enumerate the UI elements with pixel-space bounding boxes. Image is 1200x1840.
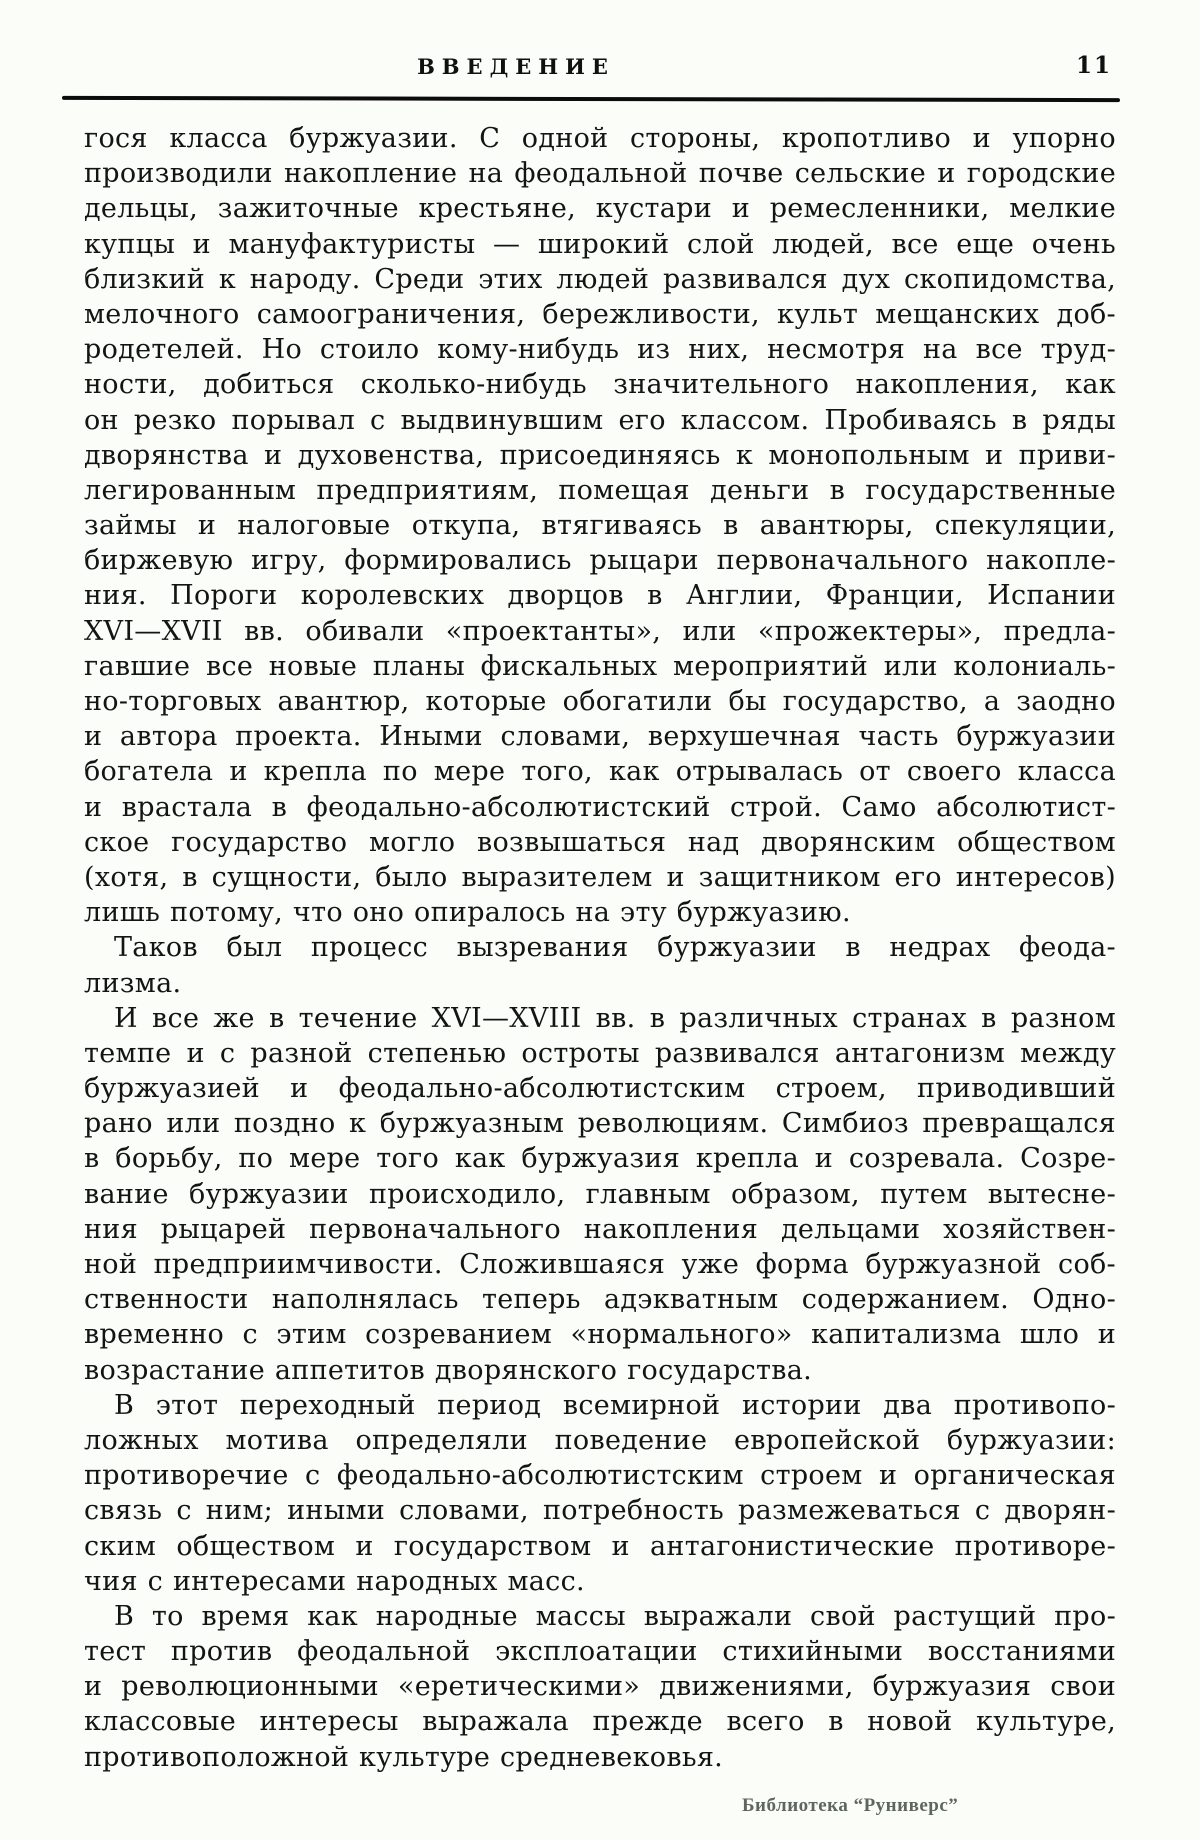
text-line: связь с ним; иными словами, потребность размежеваться с дворян-: [84, 1495, 1116, 1527]
text-line: биржевую игру, формировались рыцари первоначального накопле-: [84, 545, 1116, 577]
text-line: в борьбу, по мере того как буржуазия крепла и созревала. Созре-: [84, 1143, 1116, 1175]
library-watermark: Библиотека “Руниверс”: [742, 1795, 959, 1816]
running-title: ВВЕДЕНИЕ: [417, 54, 615, 79]
text-line: ское государство могло возвышаться над дворянским обществом: [84, 826, 1116, 858]
text-line: ским обществом и государством и антагонистические противоре-: [84, 1530, 1116, 1562]
header-rule: [62, 96, 1120, 102]
text-line: В то время как народные массы выражали свой растущий про-: [114, 1600, 1116, 1632]
text-line: классовые интересы выражала прежде всего в новой культуре,: [84, 1706, 1116, 1738]
text-line: лишь потому, что оно опиралось на эту буржуазию.: [84, 897, 851, 929]
text-line: но-торговых авантюр, которые обогатили бы государство, а заодно: [84, 686, 1116, 717]
text-line: и революционными «еретическими» движениями, буржуазия свои: [84, 1671, 1116, 1703]
text-line: ственности наполнялась теперь адэкватным содержанием. Одно-: [84, 1284, 1116, 1316]
text-line: богатела и крепла по мере того, как отрывалась от своего класса: [84, 756, 1116, 788]
text-line: Таков был процесс вызревания буржуазии в недрах феода-: [114, 932, 1116, 964]
text-line: ложных мотива определяли поведение европейской буржуазии:: [84, 1424, 1116, 1456]
text-line: гавшие все новые планы фискальных мероприятий или колониаль-: [84, 650, 1116, 682]
text-line: производили накопление на феодальной почве сельские и городские: [84, 158, 1116, 190]
text-line: возрастание аппетитов дворянского государства.: [84, 1354, 813, 1386]
text-line: близкий к народу. Среди этих людей развивался дух скопидомства,: [84, 263, 1116, 295]
text-line: ния рыцарей первоначального накопления дельцами хозяйствен-: [84, 1213, 1116, 1245]
text-line: XVI—XVII вв. обивали «проектанты», или «прожектеры», предла-: [84, 615, 1116, 647]
body-text: [84, 121, 1116, 1775]
text-line: чия с интересами народных масс.: [84, 1565, 585, 1597]
text-line: противоположной культуре средневековья.: [84, 1741, 724, 1773]
text-line: и автора проекта. Иными словами, верхушечная часть буржуазии: [84, 721, 1116, 753]
text-line: ния. Пороги королевских дворцов в Англии, Франции, Испании: [84, 580, 1116, 612]
text-line: противоречие с феодально-абсолютистским строем и органическая: [84, 1460, 1116, 1492]
text-line: лизма.: [84, 967, 182, 999]
text-line: родетелей. Но стоило кому-нибудь из них, несмотря на все труд-: [84, 334, 1116, 366]
text-line: ной предприимчивости. Сложившаяся уже форма буржуазной соб-: [84, 1249, 1116, 1280]
text-line: мелочного самоограничения, бережливости, культ мещанских доб-: [84, 298, 1116, 330]
text-line: временно с этим созреванием «нормального» капитализма шло и: [84, 1319, 1116, 1351]
text-line: дворянства и духовенства, присоединяясь к монопольным и приви-: [84, 439, 1116, 471]
text-line: гося класса буржуазии. С одной стороны, кропотливо и упорно: [84, 123, 1116, 154]
text-line: темпе и с разной степенью остроты развивался антагонизм между: [84, 1037, 1116, 1069]
text-line: дельцы, зажиточные крестьяне, кустари и ремесленники, мелкие: [84, 193, 1116, 225]
text-line: и врастала в феодально-абсолютистский строй. Само абсолютист-: [84, 791, 1116, 823]
text-line: И все же в течение XVI—XVIII вв. в различных странах в разном: [114, 1002, 1116, 1034]
text-line: он резко порывал с выдвинувшим его классом. Пробиваясь в ряды: [84, 404, 1116, 436]
text-line: рано или поздно к буржуазным революциям. Симбиоз превращался: [84, 1108, 1116, 1140]
text-line: (хотя, в сущности, было выразителем и защитником его интересов): [84, 861, 1116, 893]
text-line: легированным предприятиям, помещая деньги в государственные: [84, 474, 1116, 506]
page-number: 11: [1076, 52, 1113, 79]
text-line: тест против феодальной эксплоатации стихийными восстаниями: [84, 1636, 1116, 1668]
text-line: купцы и мануфактуристы — широкий слой людей, все еще очень: [84, 228, 1116, 260]
text-line: В этот переходный период всемирной истории два противопо-: [114, 1389, 1116, 1421]
text-line: вание буржуазии происходило, главным образом, путем вытесне-: [84, 1178, 1116, 1210]
text-line: буржуазией и феодально-абсолютистским строем, приводивший: [84, 1073, 1116, 1105]
text-line: ности, добиться сколько-нибудь значительного накопления, как: [84, 369, 1116, 401]
text-line: займы и налоговые откупа, втягиваясь в авантюры, спекуляции,: [84, 510, 1116, 542]
